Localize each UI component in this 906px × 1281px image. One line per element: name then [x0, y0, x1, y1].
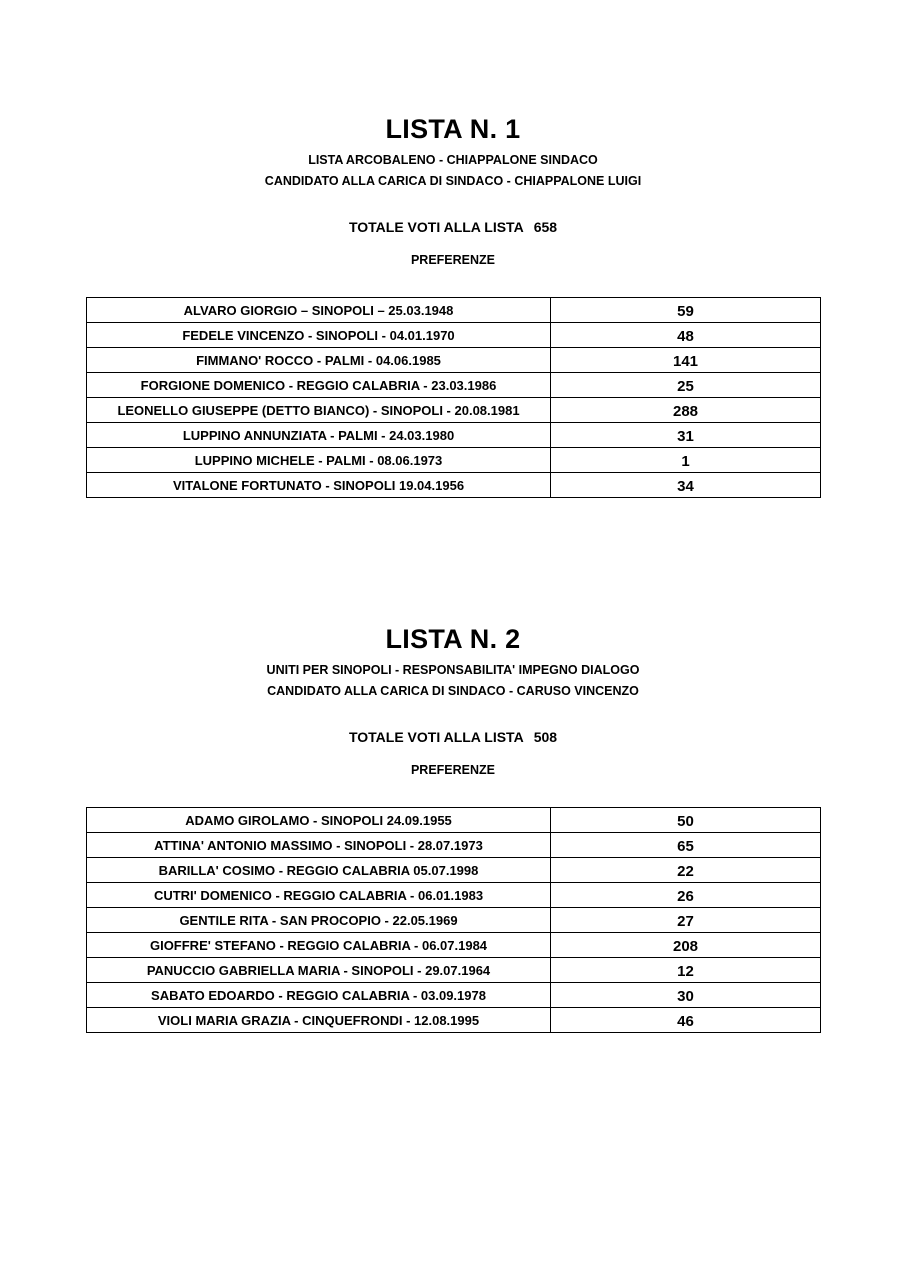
candidate-votes: 59 [551, 298, 821, 323]
candidate-name: FORGIONE DOMENICO - REGGIO CALABRIA - 23.03.1986 [87, 373, 551, 398]
candidate-votes: 48 [551, 323, 821, 348]
candidate-name: ALVARO GIORGIO – SINOPOLI – 25.03.1948 [87, 298, 551, 323]
table-row [87, 323, 821, 348]
candidate-name: ADAMO GIROLAMO - SINOPOLI 24.09.1955 [87, 808, 551, 833]
candidate-name: PANUCCIO GABRIELLA MARIA - SINOPOLI - 29.07.1964 [87, 958, 551, 983]
table-row [87, 473, 821, 498]
candidate-name: CUTRI' DOMENICO - REGGIO CALABRIA - 06.01.1983 [87, 883, 551, 908]
table-row [87, 908, 821, 933]
table-row [87, 808, 821, 833]
candidate-votes: 25 [551, 373, 821, 398]
table-row [87, 933, 821, 958]
candidate-votes: 46 [551, 1008, 821, 1033]
total-votes [0, 217, 906, 237]
table-row [87, 983, 821, 1008]
preferences-heading: PREFERENZE [410, 253, 496, 267]
table-row [87, 448, 821, 473]
total-votes-value: 508 [533, 729, 558, 745]
candidate-votes: 34 [551, 473, 821, 498]
candidate-votes: 30 [551, 983, 821, 1008]
candidate-votes: 65 [551, 833, 821, 858]
candidate-name: FEDELE VINCENZO - SINOPOLI - 04.01.1970 [87, 323, 551, 348]
candidate-name: VITALONE FORTUNATO - SINOPOLI 19.04.1956 [87, 473, 551, 498]
candidate-name: LUPPINO ANNUNZIATA - PALMI - 24.03.1980 [87, 423, 551, 448]
total-votes-label: TOTALE VOTI ALLA LISTA [348, 219, 524, 235]
preferences-table [86, 807, 821, 1033]
candidate-name: LEONELLO GIUSEPPE (DETTO BIANCO) - SINOPOLI - 20.08.1981 [87, 398, 551, 423]
candidate-name: LUPPINO MICHELE - PALMI - 08.06.1973 [87, 448, 551, 473]
candidate-votes: 1 [551, 448, 821, 473]
lista-1-section [0, 112, 906, 495]
candidate-votes: 31 [551, 423, 821, 448]
candidate-votes: 208 [551, 933, 821, 958]
table-row [87, 298, 821, 323]
table-row [87, 398, 821, 423]
lista-2-section [0, 622, 906, 1030]
total-votes-label: TOTALE VOTI ALLA LISTA [348, 729, 524, 745]
table-row [87, 348, 821, 373]
list-title: LISTA N. 2 [385, 624, 521, 654]
total-votes-value: 658 [533, 219, 558, 235]
table-row [87, 833, 821, 858]
candidate-name: BARILLA' COSIMO - REGGIO CALABRIA 05.07.1998 [87, 858, 551, 883]
candidate-votes: 22 [551, 858, 821, 883]
candidate-name: SABATO EDOARDO - REGGIO CALABRIA - 03.09.1978 [87, 983, 551, 1008]
candidate-votes: 12 [551, 958, 821, 983]
candidate-votes: 50 [551, 808, 821, 833]
table-row [87, 1008, 821, 1033]
candidate-name: GIOFFRE' STEFANO - REGGIO CALABRIA - 06.07.1984 [87, 933, 551, 958]
candidate-votes: 288 [551, 398, 821, 423]
table-row [87, 883, 821, 908]
candidate-name: GENTILE RITA - SAN PROCOPIO - 22.05.1969 [87, 908, 551, 933]
total-votes [0, 727, 906, 747]
table-row [87, 373, 821, 398]
table-row [87, 958, 821, 983]
candidate-votes: 27 [551, 908, 821, 933]
list-title: LISTA N. 1 [385, 114, 521, 144]
mayor-candidate: CANDIDATO ALLA CARICA DI SINDACO - CHIAPPALONE LUIGI [264, 174, 642, 188]
candidate-name: VIOLI MARIA GRAZIA - CINQUEFRONDI - 12.08.1995 [87, 1008, 551, 1033]
preferences-heading: PREFERENZE [410, 763, 496, 777]
list-name: LISTA ARCOBALENO - CHIAPPALONE SINDACO [308, 153, 598, 167]
candidate-name: FIMMANO' ROCCO - PALMI - 04.06.1985 [87, 348, 551, 373]
candidate-votes: 26 [551, 883, 821, 908]
mayor-candidate: CANDIDATO ALLA CARICA DI SINDACO - CARUSO VINCENZO [267, 684, 639, 698]
table-row [87, 858, 821, 883]
list-name: UNITI PER SINOPOLI - RESPONSABILITA' IMPEGNO DIALOGO [266, 663, 640, 677]
candidate-votes: 141 [551, 348, 821, 373]
preferences-table [86, 297, 821, 498]
candidate-name: ATTINA' ANTONIO MASSIMO - SINOPOLI - 28.07.1973 [87, 833, 551, 858]
table-row [87, 423, 821, 448]
